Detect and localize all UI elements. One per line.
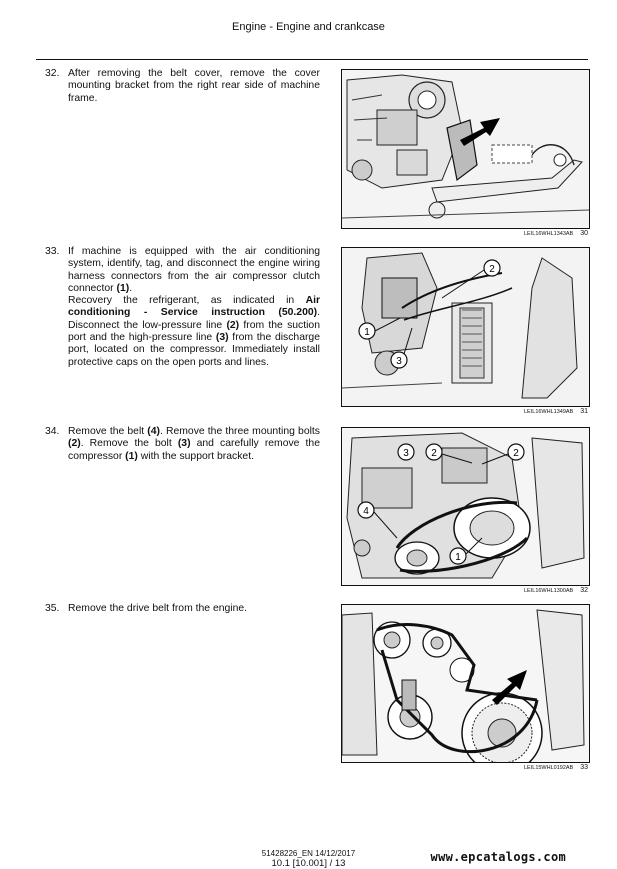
callout-2 [484,260,500,276]
figure-code: LEIL16WHL1343AB [524,231,574,237]
svg-text:3: 3 [396,356,402,367]
svg-text:2: 2 [513,448,519,459]
page-header-title: Engine - Engine and crankcase [232,21,385,33]
svg-text:1: 1 [364,327,370,338]
step-32 [45,68,320,105]
svg-text:1: 1 [455,552,461,563]
figure-number: 30 [580,230,588,237]
svg-text:3: 3 [403,448,409,459]
callout-3 [391,352,407,368]
callout-3 [398,444,414,460]
step-number: 35. [45,603,60,614]
figure-30-illustration [342,70,589,228]
figure-code: LEIL15WHL0192AB [524,765,574,771]
figure-31 [341,247,590,407]
figure-32 [341,427,590,586]
step-33 [45,246,320,369]
svg-text:2: 2 [489,264,495,275]
figure-30 [341,69,590,229]
figure-number: 32 [580,587,588,594]
figure-number: 31 [580,408,588,415]
figure-code: LEIL16WHL1349AB [524,409,574,415]
step-text: After removing the belt cover, remove the cover mounting bracket from the right rear side of machine frame. [68,68,320,104]
callout-1 [450,548,466,564]
step-number: 33. [45,246,60,257]
footer-doc-id: 51428226_EN 14/12/2017 [261,849,356,858]
callout-1 [359,323,375,339]
watermark-brand: www.epcatalogs.com [430,850,566,864]
step-text: Remove the drive belt from the engine. [68,603,248,614]
callout-4 [358,502,374,518]
svg-text:4: 4 [363,506,369,517]
svg-text:2: 2 [431,448,437,459]
figure-31-illustration [342,248,589,406]
step-text: If machine is equipped with the air conditioning system, identify, tag, and disconnect the engine wiring harness connectors from the air compressor clutch connector (1). Recovery the refrigerant, as indicated in Air conditioning - Service instruction (50.200). Disconnect the low-pressure line (2) from the suction port and the high-pressure line (3) from the discharge port, located on the compressor. Immediately install protective caps on the open ports and lines. [68,246,320,368]
callout-2 [426,444,442,460]
callout-2 [508,444,524,460]
step-35 [45,603,320,615]
figure-33 [341,604,590,763]
figure-code: LEIL16WHL1300AB [524,588,574,594]
figure-32-illustration [342,428,589,585]
header-rule [36,59,588,60]
step-number: 34. [45,426,60,437]
figure-33-illustration [342,605,589,762]
step-number: 32. [45,68,60,79]
step-34 [45,426,320,463]
figure-number: 33 [580,764,588,771]
step-text: Remove the belt (4). Remove the three mounting bolts (2). Remove the bolt (3) and carefully remove the compressor (1) with the support bracket. [68,426,320,462]
footer-page-number: 10.1 [10.001] / 13 [271,858,346,869]
